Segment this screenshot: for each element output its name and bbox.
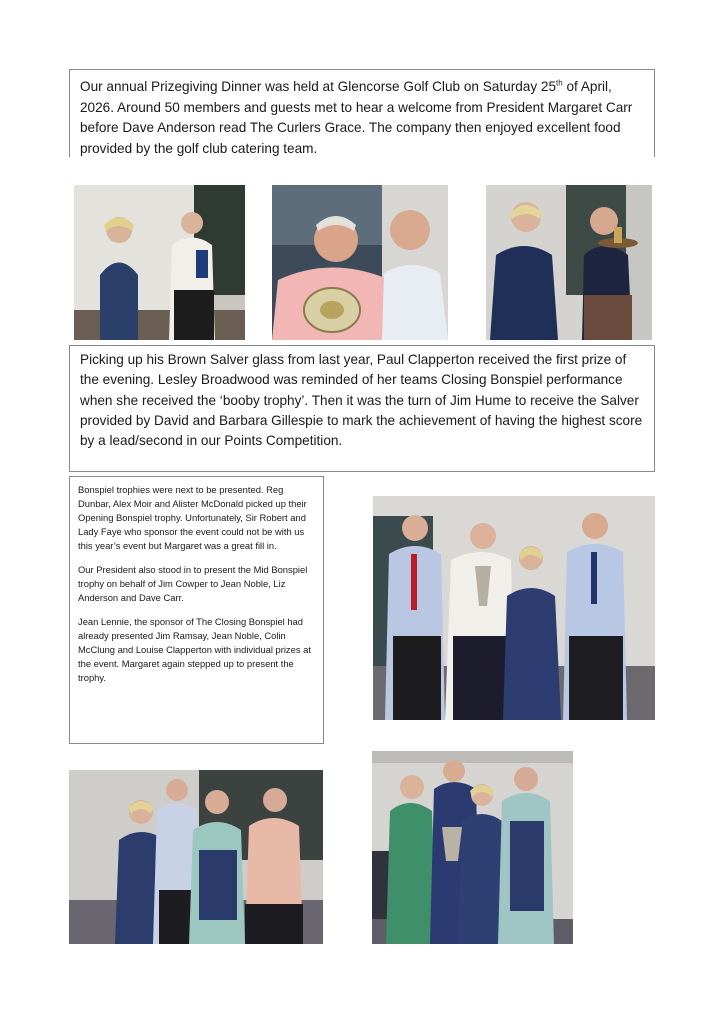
intro-text-start: Our annual Prizegiving Dinner was held at Glencorse Golf Club on Saturday 25 — [80, 79, 557, 94]
photo-closing-bonspiel — [372, 751, 573, 944]
salver-caption-box — [69, 345, 655, 472]
bonspiel-text-box — [69, 476, 324, 744]
photo-booby-trophy — [486, 185, 652, 340]
photo-mid-bonspiel — [69, 770, 323, 944]
bonspiel-paragraph-opening: Bonspiel trophies were next to be presented. Reg Dunbar, Alex Moir and Alister McDonald picked up their Opening Bonspiel trophy. Unfortunately, Sir Robert and Lady Faye who sponsor the event could not be with us this year’s event but Margaret was a great fill in. — [78, 484, 307, 551]
photo-salver-presentation-2 — [272, 185, 448, 340]
intro-text-end: of April, 2026. Around 50 members and guests met to hear a welcome from President Margaret Carr before Dave Anderson read The Curlers Grace. The company then enjoyed excellent food provided by the golf club catering team. — [80, 79, 633, 156]
photo-salver-presentation-1 — [74, 185, 245, 340]
salver-caption-text: Picking up his Brown Salver glass from last year, Paul Clapperton received the first prize of the evening. Lesley Broadwood was reminded of her teams Closing Bonspiel performance when she received the ‘booby trophy’. Then it was the turn of Jim Hume to receive the Salver provided by David and Barbara Gillespie to mark the achievement of having the highest score by a lead/second in our Points Competition. — [80, 352, 643, 449]
bonspiel-paragraph-closing: Jean Lennie, the sponsor of The Closing Bonspiel had already presented Jim Ramsay, Jean Noble, Colin McClung and Louise Clapperton with individual prizes at the event. Margaret again stepped up to present the trophy. — [78, 616, 311, 683]
intro-superscript: th — [556, 78, 563, 88]
intro-text-box — [69, 69, 655, 157]
bonspiel-paragraph-mid: Our President also stood in to present the Mid Bonspiel trophy on behalf of Jim Cowper to Jean Noble, Liz Anderson and Dave Carr. — [78, 564, 308, 603]
photo-opening-bonspiel — [373, 496, 655, 720]
